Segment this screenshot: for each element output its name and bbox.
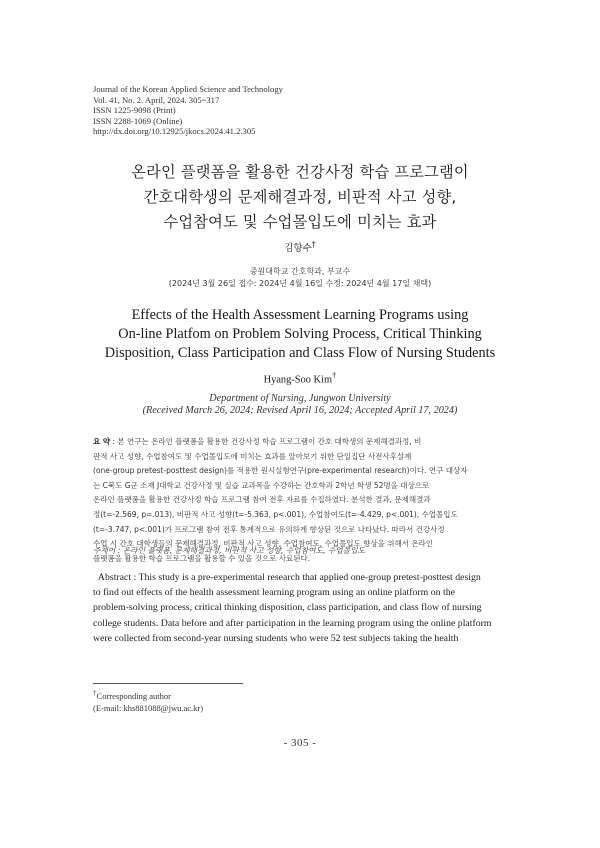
korean-affiliation-block <box>0 266 600 291</box>
korean-abstract-line: (t=-3.747, p<.001)가 프로그램 참여 전후 통계적으로 유의하게 향상된 것으로 나타났다. 따라서 건강사정 <box>93 524 445 534</box>
korean-affiliation: 중원대학교 간호학과, 부교수 <box>249 267 351 276</box>
korean-abstract-line: 수업 시 간호 대학생들의 문제해결과정, 비판적 사고 성향, 수업참여도, 수업몰입도 향상을 위해서 온라인 <box>93 539 434 549</box>
korean-author-name: 김향수 <box>284 243 312 255</box>
footnote <box>93 688 203 714</box>
english-author <box>0 370 600 385</box>
english-affiliation: Department of Nursing, Jungwon University <box>209 393 391 404</box>
korean-abstract-line: (one-group pretest-posttest design)를 적용한 원시실험연구(pre-experimental research)이다. 연구 대상자 <box>93 466 468 476</box>
journal-volume: Vol. 41, No. 2. April, 2024. 305~317 <box>93 94 220 105</box>
english-abstract-text: : This study is a pre-experimental research that applied one-group pretest-posttest design <box>131 572 481 583</box>
korean-abstract-line: 온라인 플랫폼을 활용한 건강사정 학습 프로그램 참여 전후 자료를 수집하였다. 분석한 결과, 문제해결과 <box>93 495 431 505</box>
korean-title <box>0 160 600 235</box>
english-abstract-line <box>93 570 507 585</box>
footnote-email: (E-mail: khs881088@jwu.ac.kr) <box>93 702 204 713</box>
doi-link[interactable]: http://dx.doi.org/10.12925/jkocs.2024.41.2.305 <box>93 126 256 137</box>
footnote-divider <box>93 683 243 684</box>
english-abstract-line: college students. Data before and after participation in the learning program using the online platform <box>93 617 492 629</box>
korean-abstract-line: 는 C북도 G군 소재 J대학교 건강사정 및 실습 교과목을 수강하는 간호학과 2학년 학생 52명을 대상으로 <box>93 480 430 490</box>
korean-abstract-line: 플랫폼을 활용한 학습 프로그램을 활용할 수 있을 것으로 사료된다. <box>93 553 311 563</box>
corresponding-mark: † <box>93 689 97 697</box>
english-abstract-label: Abstract <box>97 572 132 583</box>
english-title <box>0 306 600 362</box>
korean-title-line: 간호대학생의 문제해결과정, 비판적 사고 성향, <box>143 188 457 206</box>
korean-author <box>0 240 600 254</box>
korean-abstract-line: 판적 사고 성향, 수업참여도 및 수업몰입도에 미치는 효과를 알아보기 위한 단일집단 사전사후설계 <box>93 451 412 461</box>
corresponding-mark: † <box>332 370 337 380</box>
english-author-name: Hyang-Soo Kim <box>263 374 333 386</box>
english-dates: (Received March 26, 2024; Revised April 16, 2024; Accepted April 17, 2024) <box>142 405 458 417</box>
korean-abstract-label: 요 약 <box>93 437 111 446</box>
korean-title-line: 온라인 플랫폼을 활용한 건강사정 학습 프로그램이 <box>131 163 469 181</box>
journal-name: Journal of the Korean Applied Science and Technology <box>93 84 283 94</box>
korean-abstract-line <box>93 435 507 450</box>
english-title-line: On-line Platfom on Problem Solving Process, Critical Thinking <box>118 325 482 342</box>
corresponding-mark: † <box>311 240 316 249</box>
english-abstract <box>93 570 507 646</box>
korean-dates: (2024년 3월 26일 접수: 2024년 4월 16일 수정: 2024년 4월 17일 채택) <box>168 279 432 289</box>
korean-abstract-line: 정(t=-2.569, p=.013), 비판적 사고 성향(t=-5.363, p<.001), 수업참여도(t=-4.429, p<.001), 수업몰입도 <box>93 509 458 519</box>
footnote-label: Corresponding author <box>96 690 171 701</box>
english-abstract-line: to find out effects of the health assessment learning program using an online platform on the <box>93 587 455 599</box>
issn-print: ISSN 1225-9098 (Print) <box>93 105 176 116</box>
english-title-line: Disposition, Class Participation and Class Flow of Nursing Students <box>104 344 496 361</box>
journal-meta <box>93 84 283 137</box>
english-abstract-line: problem-solving process, critical thinking disposition, class participation, and class flow of nursing <box>93 602 482 614</box>
footnote-author <box>93 688 203 703</box>
korean-abstract-text: : 본 연구는 온라인 플랫폼을 활용한 건강사정 학습 프로그램이 간호 대학생의 문제해결과정, 비 <box>110 437 422 446</box>
korean-title-line: 수업참여도 및 수업몰입도에 미치는 효과 <box>163 213 437 231</box>
english-title-line: Effects of the Health Assessment Learning Programs using <box>131 307 469 323</box>
page-number: - 305 - <box>283 737 317 749</box>
english-abstract-line: were collected from second-year nursing students who were 52 test subjects taking the health <box>93 632 459 644</box>
keywords: 주제어 : 온라인 플랫폼, 문제해결과정, 비판적 사고 성향, 수업참여도, 수업몰입도 <box>93 546 365 555</box>
issn-online: ISSN 2288-1069 (Online) <box>93 115 183 126</box>
english-affiliation-block <box>0 393 600 417</box>
